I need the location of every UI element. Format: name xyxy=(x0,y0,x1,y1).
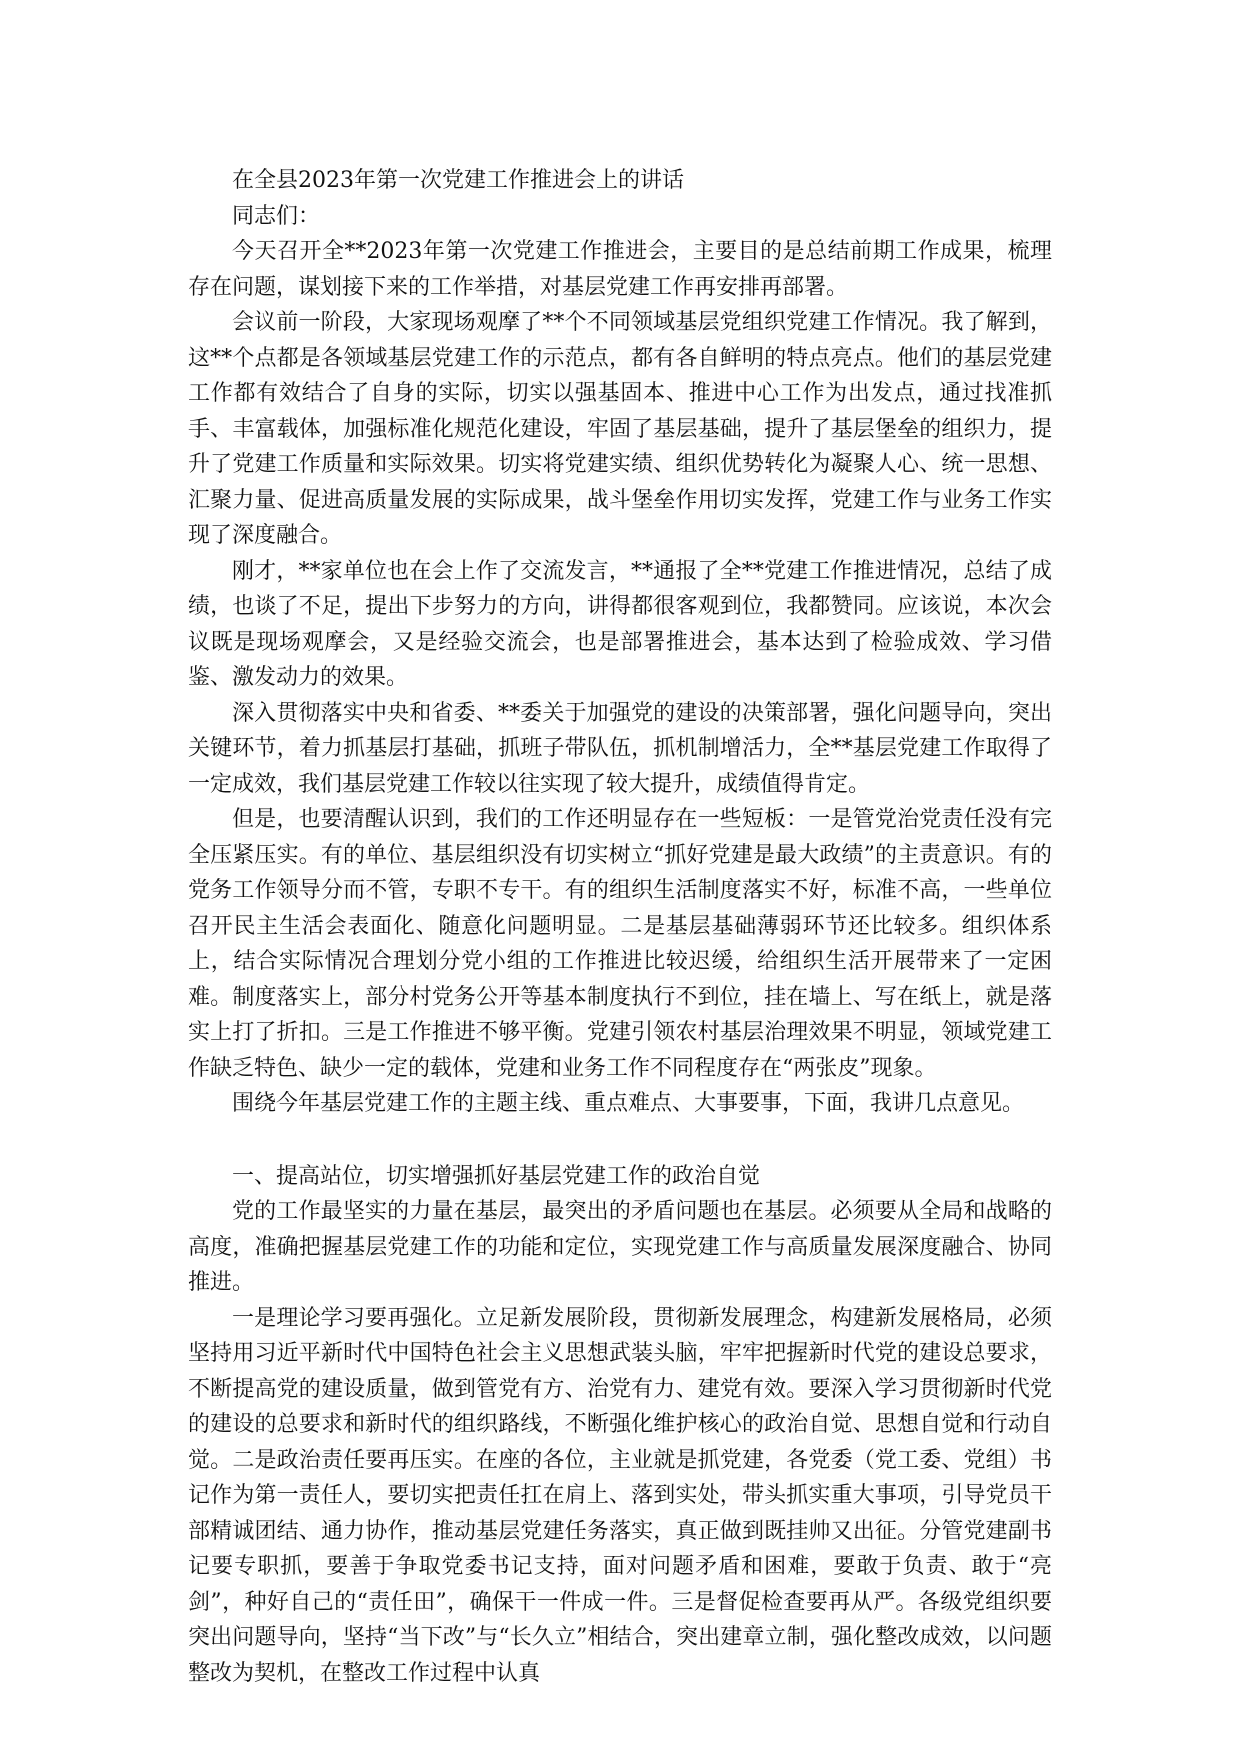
speech-document xyxy=(188,163,1052,1691)
section-1-paragraph-1: 党的工作最坚实的力量在基层，最突出的矛盾问题也在基层。必须要从全局和战略的高度，准确把握基层党建工作的功能和定位，实现党建工作与高质量发展深度融合、协同推进。 xyxy=(188,1199,1052,1295)
intro-paragraph-5: 但是，也要清醒认识到，我们的工作还明显存在一些短板：一是管党治党责任没有完全压紧压实。有的单位、基层组织没有切实树立“抓好党建是最大政绩”的主责意识。有的党务工作领导分而不管，专职不专干。有的组织生活制度落实不好，标准不高，一些单位召开民主生活会表面化、随意化问题明显。二是基层基础薄弱环节还比较多。组织体系上，结合实际情况合理划分党小组的工作推进比较迟缓，给组织生活开展带来了一定困难。制度落实上，部分村党务公开等基本制度执行不到位，挂在墙上、写在纸上，就是落实上打了折扣。三是工作推进不够平衡。党建引领农村基层治理效果不明显，领域党建工作缺乏特色、缺少一定的载体，党建和业务工作不同程度存在“两张皮”现象。 xyxy=(188,807,1052,1081)
intro-paragraph-6: 围绕今年基层党建工作的主题主线、重点难点、大事要事，下面，我讲几点意见。 xyxy=(232,1091,1025,1116)
intro-paragraph-1: 今天召开全**2023年第一次党建工作推进会，主要目的是总结前期工作成果，梳理存在问题，谋划接下来的工作举措，对基层党建工作再安排再部署。 xyxy=(188,239,1052,300)
document-title: 在全县2023年第一次党建工作推进会上的讲话 xyxy=(232,168,684,193)
intro-paragraph-2: 会议前一阶段，大家现场观摩了**个不同领域基层党组织党建工作情况。我了解到，这**个点都是各领域基层党建工作的示范点，都有各自鲜明的特点亮点。他们的基层党建工作都有效结合了自身的实际，切实以强基固本、推进中心工作为出发点，通过找准抓手、丰富载体，加强标准化规范化建设，牢固了基层基础，提升了基层堡垒的组织力，提升了党建工作质量和实际效果。切实将党建实绩、组织优势转化为凝聚人心、统一思想、汇聚力量、促进高质量发展的实际成果，战斗堡垒作用切实发挥，党建工作与业务工作实现了深度融合。 xyxy=(188,310,1052,548)
intro-paragraph-3: 刚才，**家单位也在会上作了交流发言，**通报了全**党建工作推进情况，总结了成绩，也谈了不足，提出下步努力的方向，讲得都很客观到位，我都赞同。应该说，本次会议既是现场观摩会，又是经验交流会，也是部署推进会，基本达到了检验成效、学习借鉴、激发动力的效果。 xyxy=(188,558,1052,690)
section-1-heading: 一、提高站位，切实增强抓好基层党建工作的政治自觉 xyxy=(232,1163,761,1189)
intro-paragraph-4: 深入贯彻落实中央和省委、**委关于加强党的建设的决策部署，强化问题导向，突出关键环节，着力抓基层打基础，抓班子带队伍，抓机制增活力，全**基层党建工作取得了一定成效，我们基层党建工作较以往实现了较大提升，成绩值得肯定。 xyxy=(188,700,1052,797)
section-1-paragraph-2: 一是理论学习要再强化。立足新发展阶段，贯彻新发展理念，构建新发展格局，必须坚持用习近平新时代中国特色社会主义思想武装头脑，牢牢把握新时代党的建设总要求，不断提高党的建设质量，做到管党有方、治党有力、建党有效。要深入学习贯彻新时代党的建设的总要求和新时代的组织路线，不断强化维护核心的政治自觉、思想自觉和行动自觉。二是政治责任要再压实。在座的各位，主业就是抓党建，各党委（党工委、党组）书记作为第一责任人，要切实把责任扛在肩上、落到实处，带头抓实重大事项，引导党员干部精诚团结、通力协作，推动基层党建任务落实，真正做到既挂帅又出征。分管党建副书记要专职抓，要善于争取党委书记支持，面对问题矛盾和困难，要敢于负责、敢于“亮剑”，种好自己的“责任田”，确保干一件成一件。三是督促检查要再从严。各级党组织要突出问题导向，坚持“当下改”与“长久立”相结合，突出建章立制，强化整改成效，以问题整改为契机，在整改工作过程中认真 xyxy=(188,1305,1052,1686)
salutation: 同志们： xyxy=(232,203,321,229)
